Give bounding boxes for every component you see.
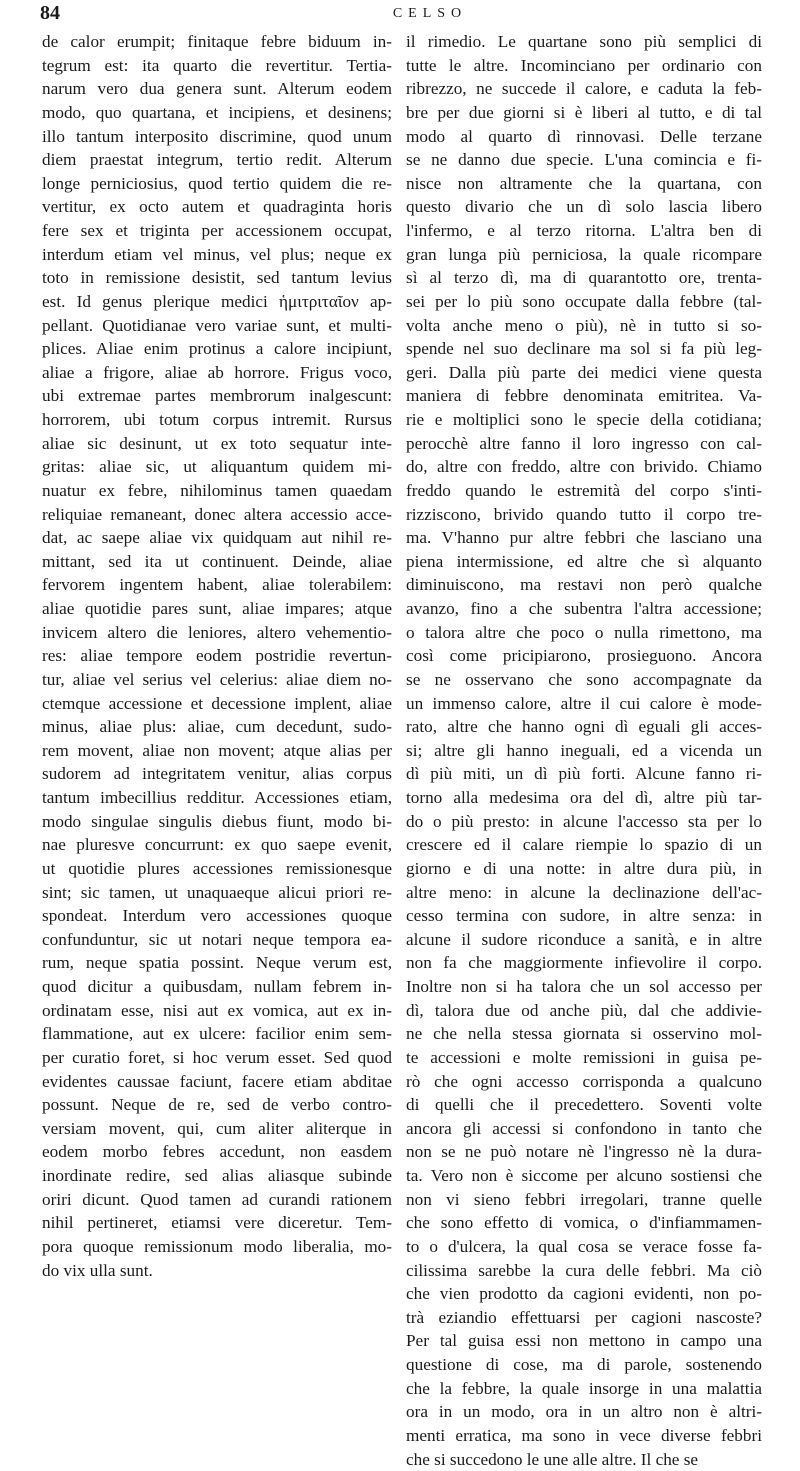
latin-text-line: pellant. Quotidianae vero variae sunt, et multi- xyxy=(42,314,392,338)
italian-text-line: rato, altre che hanno ogni dì eguali gli acces- xyxy=(406,715,762,739)
italian-text-line: questo divario che un dì solo lascia libero xyxy=(406,195,762,219)
latin-text-line: rem movent, aliae non movent; atque alias per xyxy=(42,739,392,763)
latin-text-line: vertitur, ex octo autem et quadraginta horis xyxy=(42,195,392,219)
latin-text-line: minus, aliae plus: aliae, cum decedunt, sudo- xyxy=(42,715,392,739)
italian-text-line: trà eziandio effettuarsi per cagioni nascoste? xyxy=(406,1306,762,1330)
italian-text-line: dì più miti, un dì più forti. Alcune fanno ri- xyxy=(406,762,762,786)
italian-text-line: ne che nella stessa giornata si osservino mol- xyxy=(406,1022,762,1046)
latin-text-line: interdum etiam vel minus, vel plus; neque ex xyxy=(42,243,392,267)
latin-text-line: nuatur ex febre, nihilominus tamen quaedam xyxy=(42,479,392,503)
latin-text-line: narum vero dua genera sunt. Alterum eodem xyxy=(42,77,392,101)
latin-text-line: nihil pertineret, etiamsi vere diceretur. Tem- xyxy=(42,1211,392,1235)
italian-translation-column xyxy=(406,30,762,1270)
latin-text-line: tantum imbecillius redditur. Accessiones etiam, xyxy=(42,786,392,810)
latin-text-line: illo tantum interposito discrimine, quod unum xyxy=(42,125,392,149)
italian-text-line: non se ne può notare nè l'ingresso nè la dura- xyxy=(406,1140,762,1164)
latin-text-line: spondeat. Interdum vero accessiones quoque xyxy=(42,904,392,928)
latin-text-line: mittant, sed ita ut continuent. Deinde, aliae xyxy=(42,550,392,574)
latin-text-line: aliae a frigore, aliae ab horrore. Frigus voco, xyxy=(42,361,392,385)
latin-text-line: confunduntur, sic ut notari neque tempora ea- xyxy=(42,928,392,952)
latin-text-line: tegrum est: ita quarto die revertitur. Tertia- xyxy=(42,54,392,78)
italian-text-line: giorno e di una notte: in altre dura più, in xyxy=(406,857,762,881)
italian-text-line: ma. V'hanno pur altre febbri che lasciano una xyxy=(406,526,762,550)
latin-text-line: diem praestat integrum, tertio redit. Alterum xyxy=(42,148,392,172)
italian-text-line: ora in un modo, ora in un altro non è altri- xyxy=(406,1400,762,1424)
latin-text-line: evidentes caussae faciunt, facere etiam abditae xyxy=(42,1070,392,1094)
italian-text-line: ta. Vero non è siccome per alcuno sostiensi che xyxy=(406,1164,762,1188)
italian-text-line: perocchè altre fanno il loro ingresso con cal- xyxy=(406,432,762,456)
latin-text-line: sudorem ad integritatem venitur, alias corpus xyxy=(42,762,392,786)
italian-text-line: piena intermissione, ed altre che sì alquanto xyxy=(406,550,762,574)
latin-text-line: eodem morbo febres accedunt, non easdem xyxy=(42,1140,392,1164)
latin-text-line: ut quotidie plures accessiones remissionesque xyxy=(42,857,392,881)
italian-text-line: cesso termina con sudore, in altre senza: in xyxy=(406,904,762,928)
latin-text-line: tur, aliae vel serius vel celerius: aliae diem no- xyxy=(42,668,392,692)
italian-text-line: che si succedono le une alle altre. Il che se xyxy=(406,1448,762,1471)
italian-text-line: rò che ogni accesso corrisponda a qualcuno xyxy=(406,1070,762,1094)
latin-text-line: do vix ulla sunt. xyxy=(42,1259,392,1283)
italian-text-line: cilissima sarebbe la cura delle febbri. Ma ciò xyxy=(406,1259,762,1283)
italian-text-line: alcune il sudore riconduce a sanità, e in altre xyxy=(406,928,762,952)
latin-text-line: invicem altero die leniores, altero vehementio- xyxy=(42,621,392,645)
italian-text-line: bre per due giorni si è liberi al tutto, e di tal xyxy=(406,101,762,125)
italian-text-line: rizziscono, brivido quando tutto il corpo tre- xyxy=(406,503,762,527)
latin-text-line: per curatio foret, si hoc verum esset. Sed quod xyxy=(42,1046,392,1070)
latin-text-line: est. Id genus plerique medici ἡμιτριταῖον ap- xyxy=(42,290,392,314)
italian-text-line: un immenso calore, altre il cui calore è mode- xyxy=(406,692,762,716)
latin-text-line: sint; sic tamen, ut unaquaeque alicui priori re- xyxy=(42,881,392,905)
latin-text-line: quod dicitur a quibusdam, nullam febrem in- xyxy=(42,975,392,999)
italian-text-line: dì, talora due od anche più, dal che addivie- xyxy=(406,999,762,1023)
italian-text-line: si; altre gli hanno ineguali, ed a vicenda un xyxy=(406,739,762,763)
latin-text-line: aliae quotidie pares sunt, aliae impares; atque xyxy=(42,597,392,621)
italian-text-line: crescere ed il calare riempie lo spazio di un xyxy=(406,833,762,857)
latin-text-line: reliquiae remaneant, donec altera accessio acce- xyxy=(42,503,392,527)
italian-text-line: torno alla medesima ora del dì, altre più tar- xyxy=(406,786,762,810)
latin-text-line: ordinatam esse, nisi aut ex vomica, aut ex in- xyxy=(42,999,392,1023)
italian-text-line: volta anche meno o più), nè in tutto si so- xyxy=(406,314,762,338)
italian-text-line: di quelli che il precedettero. Soventi volte xyxy=(406,1093,762,1117)
italian-text-line: ribrezzo, ne succede il calore, e caduta la feb- xyxy=(406,77,762,101)
running-head: CELSO xyxy=(0,6,800,22)
italian-text-line: non fa che maggiormente infievolire il corpo. xyxy=(406,951,762,975)
latin-text-line: flammatione, aut ex ulcere: facilior enim sem- xyxy=(42,1022,392,1046)
italian-text-line: geri. Dalla più parte dei medici viene questa xyxy=(406,361,762,385)
italian-text-line: modo al quarto dì rinnovasi. Delle terzane xyxy=(406,125,762,149)
italian-text-line: spende nel suo declinare ma sol si fa più leg- xyxy=(406,337,762,361)
italian-text-line: Per tal guisa essi non mettono in campo una xyxy=(406,1329,762,1353)
latin-text-column xyxy=(42,30,392,1270)
latin-text-line: nae pluresve concurrunt: ex quo saepe evenit, xyxy=(42,833,392,857)
latin-text-line: modo, quo quartana, et incipiens, et desinens; xyxy=(42,101,392,125)
italian-text-line: così come pricipiarono, prosieguono. Ancora xyxy=(406,644,762,668)
latin-text-line: inordinate redire, sed alias aliasque subinde xyxy=(42,1164,392,1188)
italian-text-line: questione di cose, ma di parole, sostenendo xyxy=(406,1353,762,1377)
latin-text-line: rum, neque spatia possint. Neque verum est, xyxy=(42,951,392,975)
italian-text-line: avanzo, fino a che subentra l'altra accessione; xyxy=(406,597,762,621)
latin-text-line: ctemque accessione et decessione implent, aliae xyxy=(42,692,392,716)
italian-text-line: gran lunga più perniciosa, la quale ricompare xyxy=(406,243,762,267)
italian-text-line: che sono effetto di vomica, o d'infiammamen- xyxy=(406,1211,762,1235)
italian-text-line: ancora gli accessi si confondono in tanto che xyxy=(406,1117,762,1141)
latin-text-line: pora quoque remissionum modo liberalia, mo- xyxy=(42,1235,392,1259)
italian-text-line: te accessioni e molte remissioni in guisa pe- xyxy=(406,1046,762,1070)
latin-text-line: possunt. Neque de re, sed de verbo contro- xyxy=(42,1093,392,1117)
italian-text-line: do, altre con freddo, altre con brivido. Chiamo xyxy=(406,455,762,479)
italian-text-line: non vi sieno febbri irregolari, tranne quelle xyxy=(406,1188,762,1212)
latin-text-line: res: aliae tempore eodem postridie revertun- xyxy=(42,644,392,668)
italian-text-line: se ne osservano che sono accompagnate da xyxy=(406,668,762,692)
page-number: 84 xyxy=(40,2,60,25)
italian-text-line: freddo quando le estremità del corpo s'inti- xyxy=(406,479,762,503)
italian-text-line: sei per lo più sono occupate dalla febbre (tal- xyxy=(406,290,762,314)
italian-text-line: che la febbre, la quale insorge in una malattia xyxy=(406,1377,762,1401)
italian-text-line: altre meno: in alcune la declinazione dell'ac- xyxy=(406,881,762,905)
latin-text-line: toto in remissione desistit, sed tantum levius xyxy=(42,266,392,290)
italian-text-line: menti erratica, ma sono in vece diverse febbri xyxy=(406,1424,762,1448)
italian-text-line: o talora altre che poco o nulla rimettono, ma xyxy=(406,621,762,645)
italian-text-line: tutte le altre. Incominciano per ordinario con xyxy=(406,54,762,78)
italian-text-line: nisce non altramente che la quartana, con xyxy=(406,172,762,196)
latin-text-line: longe perniciosius, quod tertio quidem die re- xyxy=(42,172,392,196)
latin-text-line: oriri dicunt. Quod tamen ad curandi rationem xyxy=(42,1188,392,1212)
latin-text-line: fere sex et triginta per accessionem occupat, xyxy=(42,219,392,243)
latin-text-line: modo singulae singulis diebus fiunt, modo bi- xyxy=(42,810,392,834)
italian-text-line: to o d'ulcera, la qual cosa se verace fosse fa- xyxy=(406,1235,762,1259)
italian-text-line: rie e moltiplici sono le specie della cotidiana; xyxy=(406,408,762,432)
latin-text-line: dat, ac saepe aliae vix quidquam aut nihil re- xyxy=(42,526,392,550)
latin-text-line: horrorem, ubi totum corpus intremit. Rursus xyxy=(42,408,392,432)
latin-text-line: versiam movent, qui, cum aliter aliterque in xyxy=(42,1117,392,1141)
italian-text-line: che vien prodotto da cagioni evidenti, non po- xyxy=(406,1282,762,1306)
italian-text-line: diminuiscono, ma restavi non però qualche xyxy=(406,573,762,597)
latin-text-line: gritas: aliae sic, ut aliquantum quidem mi- xyxy=(42,455,392,479)
latin-text-line: fervorem ingentem habent, aliae tolerabilem: xyxy=(42,573,392,597)
latin-text-line: aliae sic desinunt, ut ex toto sequatur inte- xyxy=(42,432,392,456)
latin-text-line: ubi extremae partes membrorum inalgescunt: xyxy=(42,384,392,408)
italian-text-line: maniera di febbre denominata emitritea. Va- xyxy=(406,384,762,408)
italian-text-line: sì al terzo dì, ma di quarantotto ore, trenta- xyxy=(406,266,762,290)
latin-text-line: de calor erumpit; finitaque febre biduum in- xyxy=(42,30,392,54)
italian-text-line: do o più presto: in alcune l'accesso sta per lo xyxy=(406,810,762,834)
italian-text-line: l'infermo, e al terzo ritorna. L'altra ben di xyxy=(406,219,762,243)
italian-text-line: Inoltre non si ha talora che un sol accesso per xyxy=(406,975,762,999)
latin-text-line: plices. Aliae enim protinus a calore incipiunt, xyxy=(42,337,392,361)
italian-text-line: il rimedio. Le quartane sono più semplici di xyxy=(406,30,762,54)
italian-text-line: se ne danno due specie. L'una comincia e fi- xyxy=(406,148,762,172)
